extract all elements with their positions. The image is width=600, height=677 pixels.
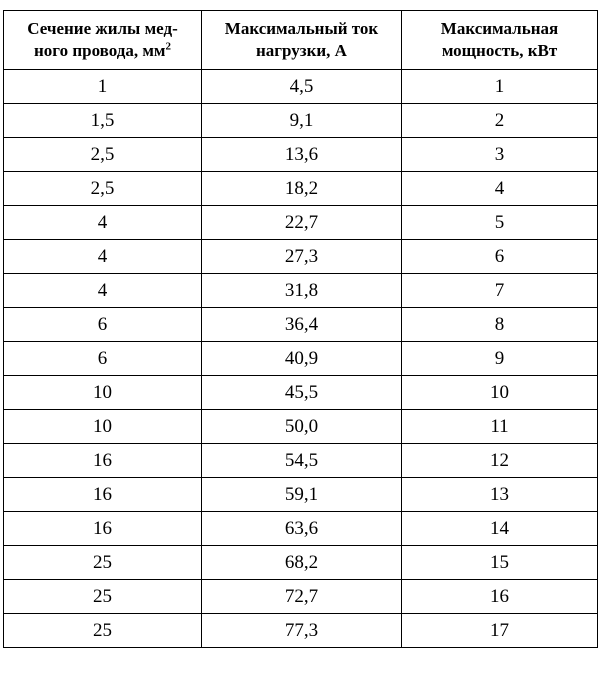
cell-max-power: 16: [402, 580, 598, 614]
table-row: [4, 274, 598, 308]
header-line: мощность, кВт: [441, 41, 558, 60]
cell-max-current: 31,8: [202, 274, 402, 308]
cell-max-current: 68,2: [202, 546, 402, 580]
header-line: нагрузки, А: [256, 41, 347, 60]
cell-max-power: 9: [402, 342, 598, 376]
cell-cross-section: 10: [4, 376, 202, 410]
cell-cross-section: 4: [4, 274, 202, 308]
header-line: Сечение жилы мед-: [27, 19, 178, 38]
cell-cross-section: 10: [4, 410, 202, 444]
cell-max-power: 12: [402, 444, 598, 478]
cell-max-power: 4: [402, 172, 598, 206]
table-row: [4, 444, 598, 478]
cell-cross-section: 25: [4, 580, 202, 614]
cell-cross-section: 4: [4, 240, 202, 274]
table-row: [4, 478, 598, 512]
table-row: [4, 240, 598, 274]
cell-max-power: 15: [402, 546, 598, 580]
cell-max-power: 3: [402, 138, 598, 172]
header-line: [4, 40, 201, 62]
table-row: [4, 546, 598, 580]
table-row: [4, 580, 598, 614]
header-line: Максимальная: [440, 19, 559, 38]
table-row: [4, 104, 598, 138]
header-wire-cross-section: [4, 11, 202, 70]
cell-max-current: 77,3: [202, 614, 402, 648]
cell-max-power: 14: [402, 512, 598, 546]
cell-cross-section: 16: [4, 478, 202, 512]
header-line-text: ного провода, мм: [33, 41, 166, 60]
cell-max-current: 59,1: [202, 478, 402, 512]
cell-cross-section: 6: [4, 308, 202, 342]
cell-cross-section: 6: [4, 342, 202, 376]
table-row: [4, 376, 598, 410]
cell-max-current: 45,5: [202, 376, 402, 410]
cell-max-current: 63,6: [202, 512, 402, 546]
header-max-power: [402, 11, 598, 70]
cell-max-power: 5: [402, 206, 598, 240]
wire-load-table: [3, 10, 598, 648]
cell-max-current: 22,7: [202, 206, 402, 240]
cell-max-current: 72,7: [202, 580, 402, 614]
table-row: [4, 342, 598, 376]
table-row: [4, 308, 598, 342]
cell-max-current: 4,5: [202, 70, 402, 104]
table-row: [4, 512, 598, 546]
cell-max-power: 7: [402, 274, 598, 308]
cell-cross-section: 2,5: [4, 138, 202, 172]
cell-max-power: 13: [402, 478, 598, 512]
cell-max-power: 2: [402, 104, 598, 138]
table-header-row: [4, 11, 598, 70]
header-max-current: [202, 11, 402, 70]
cell-cross-section: 25: [4, 546, 202, 580]
cell-cross-section: 16: [4, 444, 202, 478]
cell-cross-section: 2,5: [4, 172, 202, 206]
cell-max-current: 40,9: [202, 342, 402, 376]
cell-max-power: 17: [402, 614, 598, 648]
table-row: [4, 172, 598, 206]
cell-max-current: 50,0: [202, 410, 402, 444]
cell-max-power: 11: [402, 410, 598, 444]
table-row: [4, 410, 598, 444]
header-line: Максимальный ток: [224, 19, 379, 38]
cell-cross-section: 4: [4, 206, 202, 240]
cell-cross-section: 25: [4, 614, 202, 648]
cell-cross-section: 1,5: [4, 104, 202, 138]
cell-max-current: 9,1: [202, 104, 402, 138]
cell-max-power: 1: [402, 70, 598, 104]
table-row: [4, 70, 598, 104]
cell-cross-section: 16: [4, 512, 202, 546]
superscript: 2: [165, 40, 171, 53]
cell-max-current: 18,2: [202, 172, 402, 206]
table-row: [4, 138, 598, 172]
cell-cross-section: 1: [4, 70, 202, 104]
cell-max-power: 10: [402, 376, 598, 410]
table-row: [4, 614, 598, 648]
cell-max-power: 8: [402, 308, 598, 342]
cell-max-current: 13,6: [202, 138, 402, 172]
cell-max-current: 27,3: [202, 240, 402, 274]
table-row: [4, 206, 598, 240]
table-body: [4, 70, 598, 648]
cell-max-current: 36,4: [202, 308, 402, 342]
cell-max-current: 54,5: [202, 444, 402, 478]
cell-max-power: 6: [402, 240, 598, 274]
